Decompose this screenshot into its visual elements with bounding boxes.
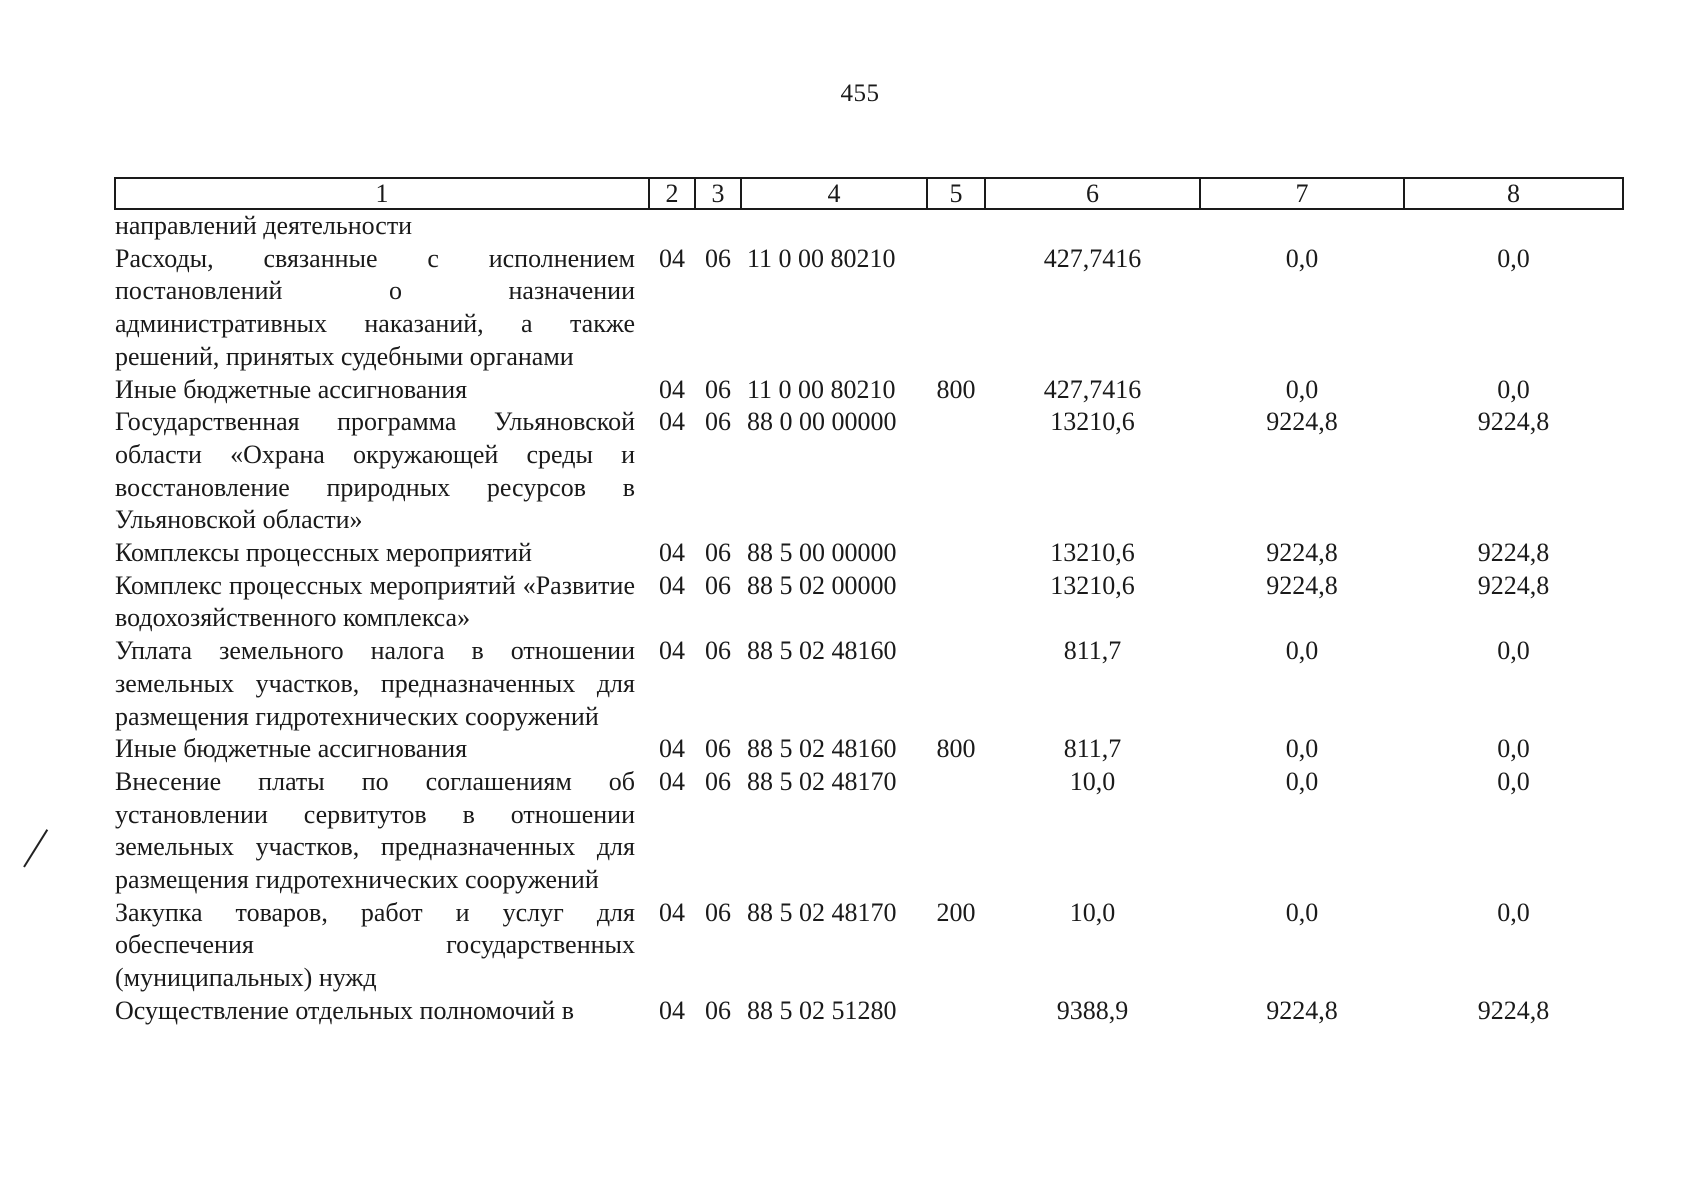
row-amount-col7: 0,0 xyxy=(1285,897,1319,927)
row-name: Иные бюджетные ассигнования xyxy=(115,734,468,764)
budget-table xyxy=(114,177,1624,1028)
row-amount-col6: 13210,6 xyxy=(1050,538,1135,568)
row-amount-col8: 9224,8 xyxy=(1477,995,1550,1025)
row-amount-col7: 9224,8 xyxy=(1266,538,1338,568)
row-subsection: 06 xyxy=(705,570,731,600)
row-subsection: 06 xyxy=(705,897,731,927)
table-row xyxy=(115,635,1623,733)
row-section: 04 xyxy=(659,243,685,273)
row-amount-col6 xyxy=(985,209,1200,243)
row-subsection: 06 xyxy=(705,538,731,568)
row-target-code: 88 5 02 48170 xyxy=(747,897,897,927)
row-name: направлений деятельности xyxy=(115,211,413,240)
row-amount-col6: 10,0 xyxy=(1069,766,1116,796)
row-expense-type: 800 xyxy=(936,374,976,404)
row-subsection: 06 xyxy=(705,995,731,1025)
row-amount-col8: 0,0 xyxy=(1497,374,1530,404)
row-amount-col8 xyxy=(1404,209,1623,243)
row-amount-col7: 0,0 xyxy=(1285,374,1319,404)
table-row xyxy=(115,733,1623,766)
row-section: 04 xyxy=(659,407,685,437)
row-expense-type xyxy=(927,635,985,733)
row-amount-col8: 0,0 xyxy=(1497,766,1530,796)
row-section: 04 xyxy=(659,538,685,568)
row-expense-type: 800 xyxy=(936,734,976,764)
table-row xyxy=(115,995,1623,1028)
row-subsection: 06 xyxy=(705,734,731,764)
row-name: Иные бюджетные ассигнования xyxy=(115,374,468,404)
column-header-7: 7 xyxy=(1200,178,1404,209)
row-section: 04 xyxy=(659,766,685,796)
row-amount-col6: 13210,6 xyxy=(1050,570,1135,600)
row-target-code: 88 0 00 00000 xyxy=(747,407,897,437)
row-amount-col8: 9224,8 xyxy=(1477,538,1550,568)
row-target-code: 88 5 02 48160 xyxy=(747,636,897,666)
row-amount-col7 xyxy=(1200,209,1404,243)
row-target-code: 88 5 00 00000 xyxy=(747,538,897,568)
row-section: 04 xyxy=(659,734,685,764)
row-target-code xyxy=(741,209,927,243)
column-header-3: 3 xyxy=(695,178,741,209)
row-section: 04 xyxy=(659,995,685,1025)
row-subsection: 06 xyxy=(705,243,731,273)
row-amount-col8: 0,0 xyxy=(1497,897,1530,927)
row-name: Расходы, связанные с исполнением постановлений о назначении административных наказаний, а также решений, принятых судебными органами xyxy=(115,243,635,371)
table-row xyxy=(115,243,1623,374)
row-amount-col6: 10,0 xyxy=(1069,897,1116,927)
row-target-code: 88 5 02 48170 xyxy=(747,766,897,796)
row-target-code: 11 0 00 80210 xyxy=(747,374,896,404)
row-amount-col7: 9224,8 xyxy=(1266,570,1338,600)
row-amount-col7: 9224,8 xyxy=(1266,995,1338,1025)
row-section: 04 xyxy=(659,897,685,927)
row-amount-col6: 427,7416 xyxy=(1043,243,1142,273)
table-row xyxy=(115,374,1623,407)
row-amount-col8: 9224,8 xyxy=(1477,407,1550,437)
column-header-8: 8 xyxy=(1404,178,1623,209)
row-name: Комплекс процессных мероприятий «Развитие водохозяйственного комплекса» xyxy=(115,570,635,633)
table-row xyxy=(115,897,1623,995)
row-section: 04 xyxy=(659,374,685,404)
table-row xyxy=(115,406,1623,537)
row-section: 04 xyxy=(659,636,685,666)
row-amount-col8: 0,0 xyxy=(1497,636,1530,666)
row-expense-type xyxy=(927,570,985,635)
row-amount-col6: 811,7 xyxy=(1063,734,1122,764)
table-row xyxy=(115,537,1623,570)
row-name: Государственная программа Ульяновской области «Охрана окружающей среды и восстановление природных ресурсов в Ульяновской области» xyxy=(115,407,635,535)
row-expense-type: 200 xyxy=(936,897,976,927)
row-amount-col8: 0,0 xyxy=(1497,734,1530,764)
row-expense-type xyxy=(927,995,985,1028)
row-expense-type xyxy=(927,766,985,897)
row-target-code: 88 5 02 00000 xyxy=(747,570,897,600)
row-amount-col8: 9224,8 xyxy=(1477,570,1550,600)
row-amount-col7: 9224,8 xyxy=(1266,407,1338,437)
column-header-5: 5 xyxy=(927,178,985,209)
table-row xyxy=(115,766,1623,897)
row-amount-col7: 0,0 xyxy=(1285,636,1319,666)
row-expense-type xyxy=(927,537,985,570)
table-row xyxy=(115,209,1623,243)
row-target-code: 88 5 02 48160 xyxy=(747,734,897,764)
row-amount-col7: 0,0 xyxy=(1285,243,1319,273)
row-name: Закупка товаров, работ и услуг для обеспечения государственных (муниципальных) нужд xyxy=(115,897,635,993)
row-amount-col7: 0,0 xyxy=(1285,734,1319,764)
row-target-code: 11 0 00 80210 xyxy=(747,243,896,273)
row-amount-col7: 0,0 xyxy=(1285,766,1319,796)
table-row xyxy=(115,570,1623,635)
pen-stroke-mark xyxy=(23,829,48,867)
row-name: Внесение платы по соглашениям об установлении сервитутов в отношении земельных участков, предназначенных для размещения гидротехнических сооружений xyxy=(115,766,635,895)
row-amount-col6: 427,7416 xyxy=(1043,374,1142,404)
row-amount-col6: 811,7 xyxy=(1063,636,1122,666)
row-section: 04 xyxy=(659,570,685,600)
column-header-4: 4 xyxy=(741,178,927,209)
column-header-6: 6 xyxy=(985,178,1200,209)
table-header-row xyxy=(115,178,1623,209)
row-subsection: 06 xyxy=(705,374,731,404)
column-header-1: 1 xyxy=(115,178,649,209)
row-expense-type xyxy=(927,243,985,374)
row-expense-type xyxy=(927,209,985,243)
row-section xyxy=(649,209,695,243)
row-name: Комплексы процессных мероприятий xyxy=(115,538,532,568)
row-name: Осуществление отдельных полномочий в xyxy=(115,995,574,1025)
row-amount-col8: 0,0 xyxy=(1497,243,1530,273)
row-name: Уплата земельного налога в отношении земельных участков, предназначенных для размещения гидротехнических сооружений xyxy=(115,636,635,731)
row-amount-col6: 13210,6 xyxy=(1050,407,1135,437)
row-subsection: 06 xyxy=(705,407,731,437)
row-target-code: 88 5 02 51280 xyxy=(747,995,897,1025)
row-amount-col6: 9388,9 xyxy=(1056,995,1129,1025)
page-number: 455 xyxy=(840,80,880,107)
row-subsection: 06 xyxy=(705,766,731,796)
column-header-2: 2 xyxy=(649,178,695,209)
row-subsection: 06 xyxy=(705,636,731,666)
row-expense-type xyxy=(927,406,985,537)
row-subsection xyxy=(695,209,741,243)
